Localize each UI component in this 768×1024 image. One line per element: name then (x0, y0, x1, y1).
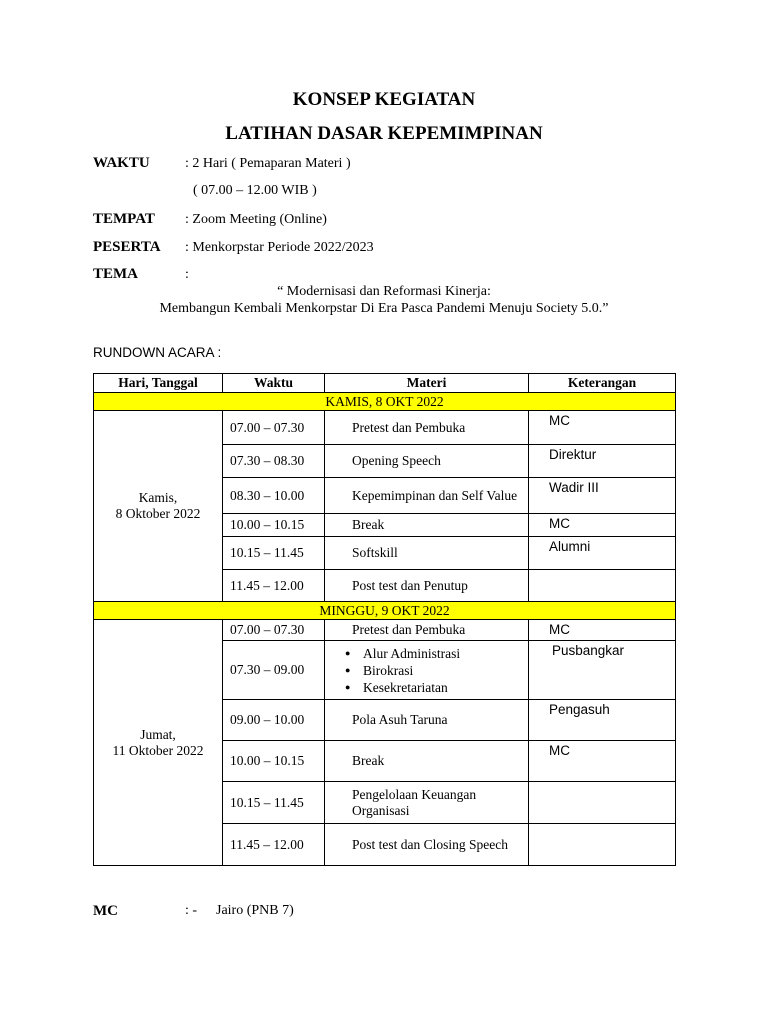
keterangan-cell: Pusbangkar (529, 641, 676, 700)
tempat-label: TEMPAT (93, 211, 155, 227)
time-cell: 11.45 – 12.00 (223, 570, 325, 602)
document-subtitle: LATIHAN DASAR KEPEMIMPINAN (225, 123, 543, 144)
day1-band: KAMIS, 8 OKT 2022 (94, 393, 676, 411)
keterangan-cell: Pengasuh (529, 700, 676, 741)
time-cell: 07.00 – 07.30 (223, 411, 325, 445)
keterangan-cell (529, 570, 676, 602)
list-item: ● Birokrasi (363, 662, 528, 679)
day2-band-row (94, 602, 676, 620)
day1-day-name: Kamis, (138, 490, 178, 505)
time-cell: 11.45 – 12.00 (223, 824, 325, 866)
keterangan-cell: MC (529, 411, 676, 445)
day1-date-cell (94, 411, 223, 602)
time-cell: 10.15 – 11.45 (223, 537, 325, 570)
tema-colon: : (185, 267, 189, 282)
day2-day-name: Jumat, (140, 726, 176, 742)
list-item: ● Kesekretariatan (363, 679, 528, 696)
keterangan-cell: Wadir III (529, 478, 676, 514)
tema-line-1: “ Modernisasi dan Reformasi Kinerja: (277, 284, 491, 299)
day1-date: 8 Oktober 2022 (115, 506, 201, 521)
materi-cell: Kepemimpinan dan Self Value (325, 478, 529, 514)
time-cell: 08.30 – 10.00 (223, 478, 325, 514)
document-title: KONSEP KEGIATAN (292, 89, 476, 110)
tempat-value: : Zoom Meeting (Online) (185, 212, 327, 227)
rundown-label: RUNDOWN ACARA : (93, 345, 222, 360)
header-waktu: Waktu (223, 374, 325, 393)
peserta-label: PESERTA (93, 239, 161, 255)
header-keterangan: Keterangan (529, 374, 676, 393)
keterangan-cell (529, 824, 676, 866)
time-cell: 10.15 – 11.45 (223, 782, 325, 824)
materi-cell: Pretest dan Pembuka (325, 620, 529, 641)
time-cell: 07.30 – 08.30 (223, 445, 325, 478)
materi-cell: Break (325, 741, 529, 782)
materi-cell: Pola Asuh Taruna (325, 700, 529, 741)
time-cell: 07.30 – 09.00 (223, 641, 325, 700)
materi-bullet-list (345, 645, 528, 696)
keterangan-cell (529, 782, 676, 824)
materi-cell (325, 641, 529, 700)
day2-band: MINGGU, 9 OKT 2022 (94, 602, 676, 620)
mc-name: Jairo (PNB 7) (216, 903, 294, 918)
keterangan-cell: Alumni (529, 537, 676, 570)
materi-cell: Post test dan Penutup (325, 570, 529, 602)
peserta-value: : Menkorpstar Periode 2022/2023 (185, 240, 374, 255)
time-cell: 09.00 – 10.00 (223, 700, 325, 741)
materi-cell: Break (325, 514, 529, 537)
materi-cell: Opening Speech (325, 445, 529, 478)
keterangan-cell: MC (529, 514, 676, 537)
header-hari: Hari, Tanggal (94, 374, 223, 393)
materi-cell: Softskill (325, 537, 529, 570)
rundown-table (93, 373, 676, 866)
table-row (94, 411, 676, 445)
mc-label: MC (93, 903, 118, 919)
tema-line-2: Membangun Kembali Menkorpstar Di Era Pasca Pandemi Menuju Society 5.0.” (159, 301, 609, 316)
waktu-hours: ( 07.00 – 12.00 WIB ) (193, 183, 317, 198)
tema-label: TEMA (93, 266, 138, 282)
time-cell: 07.00 – 07.30 (223, 620, 325, 641)
materi-cell: Post test dan Closing Speech (325, 824, 529, 866)
day2-date: 11 Oktober 2022 (112, 742, 204, 758)
list-item: ● Alur Administrasi (363, 645, 528, 662)
waktu-label: WAKTU (93, 155, 150, 171)
day2-date-cell (94, 620, 223, 866)
day1-band-row (94, 393, 676, 411)
header-materi: Materi (325, 374, 529, 393)
waktu-value: : 2 Hari ( Pemaparan Materi ) (185, 156, 351, 171)
table-header-row (94, 374, 676, 393)
time-cell: 10.00 – 10.15 (223, 741, 325, 782)
materi-cell: Pretest dan Pembuka (325, 411, 529, 445)
materi-cell: Pengelolaan Keuangan Organisasi (325, 782, 529, 824)
keterangan-cell: Direktur (529, 445, 676, 478)
mc-colon: : - (185, 903, 198, 918)
keterangan-cell: MC (529, 741, 676, 782)
keterangan-cell: MC (529, 620, 676, 641)
table-row (94, 620, 676, 641)
time-cell: 10.00 – 10.15 (223, 514, 325, 537)
